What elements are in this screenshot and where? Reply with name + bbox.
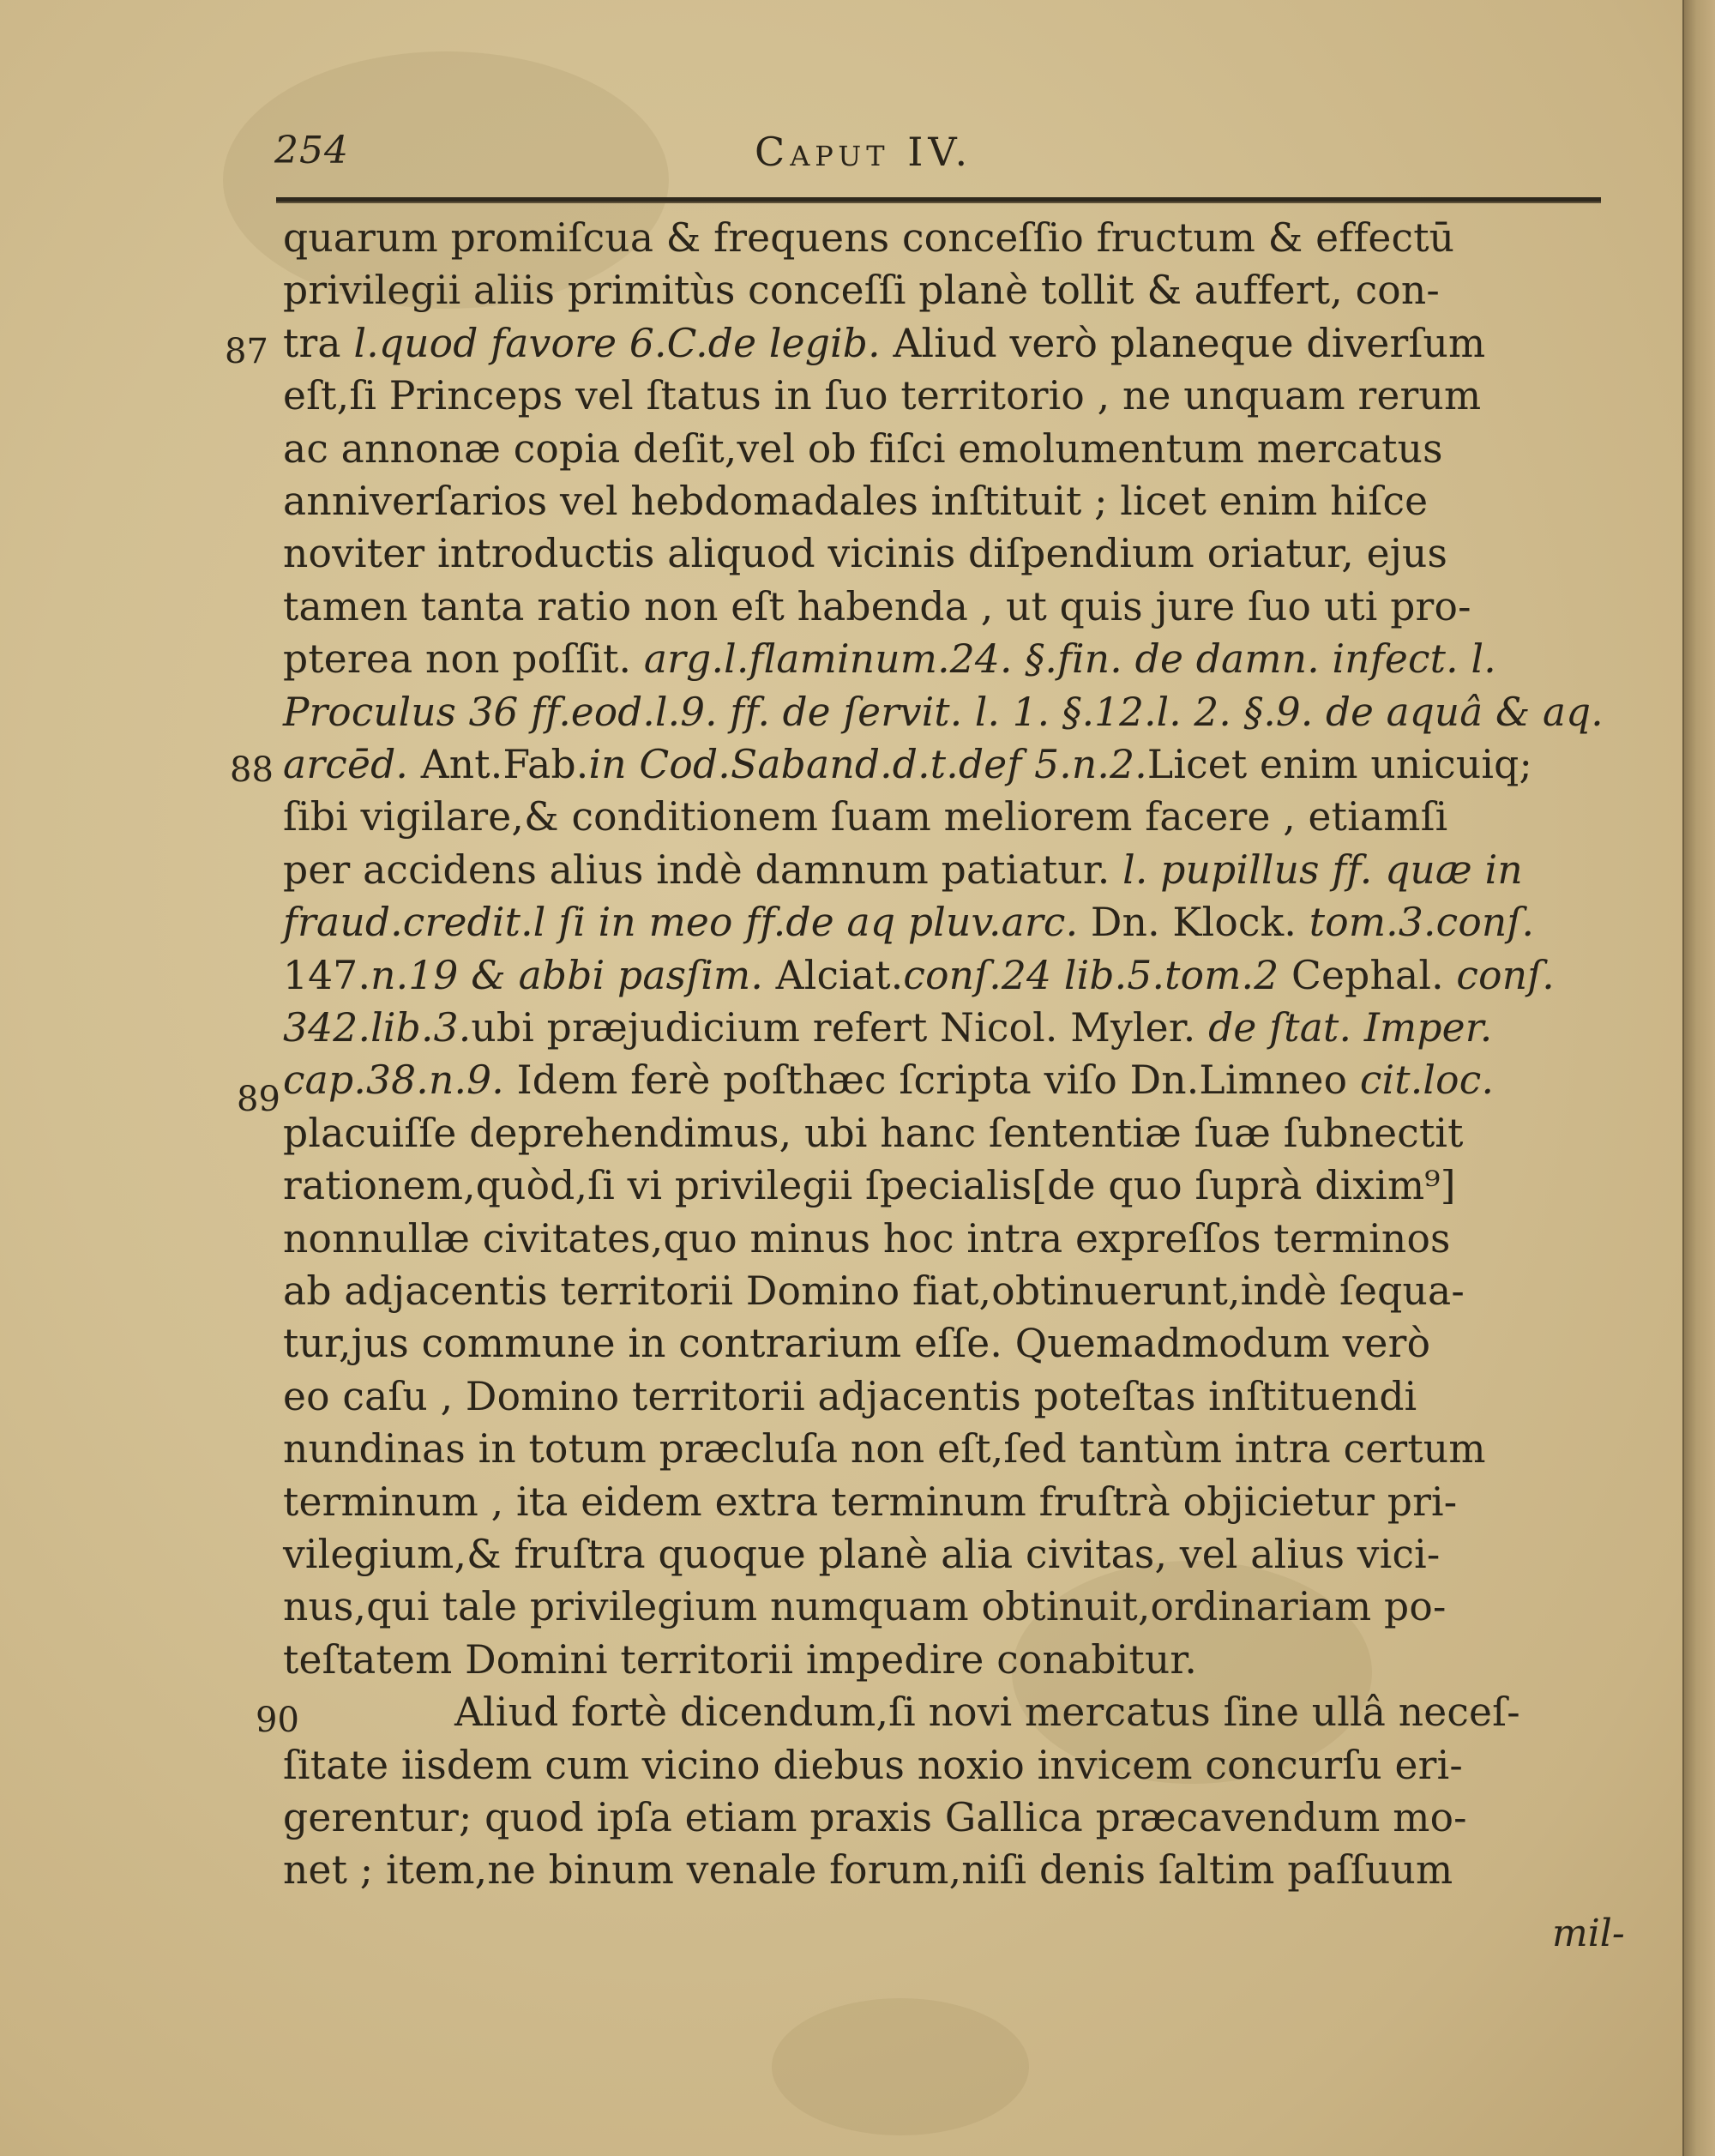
citation-text: conſ. bbox=[1456, 952, 1555, 998]
line-text: ubi præjudicium refert Nicol. Myler. bbox=[471, 1005, 1209, 1051]
line-text: ab adjacentis territorii Domino fiat,obtinuerunt,indè ſequa- bbox=[283, 1268, 1465, 1314]
text-line bbox=[283, 897, 1534, 949]
line-text: ſibi vigilare,& conditionem ſuam meliorem facere , etiamſi bbox=[283, 794, 1448, 840]
line-text: tra bbox=[283, 320, 354, 366]
line-text: Aliud verò planeque diverſum bbox=[880, 320, 1486, 366]
text-line bbox=[283, 1477, 1457, 1528]
line-text: tur,jus commune in contrarium eſſe. Quemadmodum verò bbox=[283, 1321, 1431, 1367]
citation-text: cit.loc. bbox=[1359, 1057, 1495, 1104]
line-text: eſt,ſi Princeps vel ſtatus in ſuo territorio , ne unquam rerum bbox=[283, 373, 1482, 419]
line-text: 147. bbox=[283, 952, 371, 998]
line-text: nundinas in totum præcluſa non eſt,ſed tantùm intra certum bbox=[283, 1426, 1486, 1472]
text-line bbox=[283, 581, 1471, 633]
text-line bbox=[283, 1371, 1417, 1423]
line-text: Aliud fortè dicendum,ſi novi mercatus ſine ullâ neceſ- bbox=[454, 1689, 1520, 1736]
text-line bbox=[283, 370, 1481, 422]
text-line bbox=[283, 318, 1485, 370]
text-line bbox=[283, 1108, 1464, 1159]
running-head: Caput IV. bbox=[755, 129, 973, 175]
citation-text: Proculus 36 ff.eod.l.9. ff. de ſervit. l. 1. §.12.l. 2. §.9. de aquâ & aq. bbox=[283, 689, 1604, 735]
text-line bbox=[283, 1055, 1494, 1106]
line-text: teſtatem Domini territorii impedire conabitur. bbox=[283, 1636, 1197, 1683]
text-line bbox=[283, 687, 1604, 738]
citation-text: l.quod favore 6.C.de legib. bbox=[353, 320, 881, 366]
citation-text: in Cod.Saband.d.t.def 5.n.2. bbox=[588, 742, 1147, 787]
margin-number: 88 bbox=[230, 750, 274, 790]
citation-text: fraud.credit.l ſi in meo ff.de aq pluv.arc. bbox=[283, 900, 1079, 946]
citation-text: arg.l.flaminum.24. §.fin. de damn. infect. l. bbox=[643, 636, 1496, 683]
citation-text: n.19 & abbi pasſim. bbox=[370, 952, 763, 998]
next-page-edge bbox=[1682, 0, 1715, 2156]
line-text: net ; item,ne binum venale forum,niſi denis ſaltim paſſuum bbox=[283, 1847, 1453, 1894]
text-line bbox=[283, 1424, 1486, 1475]
line-text: Idem ferè poſthæc ſcripta viſo Dn.Limneo bbox=[503, 1057, 1360, 1104]
text-line bbox=[283, 476, 1428, 527]
line-text: quarum promiſcua & frequens conceſſio fructum & effectū bbox=[283, 215, 1455, 261]
text-line bbox=[283, 1266, 1465, 1317]
text-line bbox=[283, 1160, 1456, 1212]
page-header bbox=[274, 129, 1595, 180]
text-line bbox=[283, 1318, 1430, 1370]
line-text: Dn. Klock. bbox=[1078, 900, 1309, 946]
line-text: noviter introductis aliquod vicinis diſpendium oriatur, ejus bbox=[283, 531, 1448, 577]
text-line bbox=[454, 1687, 1520, 1738]
citation-text: conſ.24 lib.5.tom.2 bbox=[903, 952, 1279, 998]
line-text: placuiſſe deprehendimus, ubi hanc ſententiæ ſuæ ſubnectit bbox=[283, 1110, 1464, 1156]
text-line bbox=[283, 634, 1496, 685]
margin-number: 89 bbox=[237, 1080, 280, 1119]
text-line bbox=[283, 1635, 1197, 1686]
margin-number: 90 bbox=[256, 1701, 299, 1740]
citation-text: 342.lib.3. bbox=[283, 1005, 472, 1051]
text-line bbox=[283, 528, 1447, 580]
margin-number: 87 bbox=[225, 332, 268, 371]
line-text: ac annonæ copia deſit,vel ob fiſci emolumentum mercatus bbox=[283, 425, 1443, 472]
catchword: mil- bbox=[1552, 1912, 1625, 1955]
citation-text: arcēd. bbox=[283, 742, 409, 787]
line-text: eo caſu , Domino territorii adjacentis poteſtas inſtituendi bbox=[283, 1373, 1417, 1419]
text-line bbox=[283, 950, 1555, 1002]
line-text: Cephal. bbox=[1279, 952, 1457, 998]
line-text: privilegii aliis primitùs conceſſi planè tollit & auffert, con- bbox=[283, 268, 1440, 314]
page-stain bbox=[772, 1998, 1029, 2135]
text-line bbox=[283, 1581, 1447, 1633]
line-text: pterea non poſſit. bbox=[283, 636, 644, 683]
text-line bbox=[283, 1003, 1492, 1054]
line-text: rationem,quòd,ſi vi privilegii ſpecialis[de quo ſuprà dixim⁹] bbox=[283, 1163, 1456, 1209]
line-text: Licet enim unicuiq; bbox=[1146, 742, 1532, 787]
header-rule bbox=[276, 197, 1601, 203]
text-line bbox=[283, 792, 1447, 843]
line-text: tamen tanta ratio non eſt habenda , ut quis jure ſuo uti pro- bbox=[283, 583, 1471, 629]
text-line bbox=[283, 1792, 1467, 1844]
text-line bbox=[283, 1529, 1440, 1581]
page-number: 254 bbox=[274, 129, 349, 172]
line-text: anniverſarios vel hebdomadales inſtituit ; licet enim hiſce bbox=[283, 479, 1429, 524]
citation-text: de ſtat. Imper. bbox=[1208, 1005, 1493, 1051]
text-line bbox=[283, 845, 1523, 896]
text-line bbox=[283, 265, 1440, 316]
line-text: vilegium,& fruſtra quoque planè alia civitas, vel alius vici- bbox=[283, 1532, 1441, 1577]
text-line bbox=[283, 739, 1532, 791]
text-line bbox=[283, 1214, 1451, 1265]
line-text: Alciat. bbox=[763, 952, 904, 998]
text-line bbox=[283, 1845, 1453, 1896]
line-text: per accidens alius indè damnum patiatur. bbox=[283, 846, 1123, 893]
line-text: Ant.Fab. bbox=[408, 742, 589, 787]
line-text: terminum , ita eidem extra terminum fruſtrà objicietur pri- bbox=[283, 1478, 1458, 1525]
text-line bbox=[283, 1740, 1463, 1792]
line-text: ſitate iisdem cum vicino diebus noxio invicem concurſu eri- bbox=[283, 1742, 1463, 1788]
line-text: gerentur; quod ipſa etiam praxis Gallica præcavendum mo- bbox=[283, 1795, 1467, 1840]
line-text: nus,qui tale privilegium numquam obtinuit,ordinariam po- bbox=[283, 1584, 1447, 1630]
citation-text: l. pupillus ff. quæ in bbox=[1122, 846, 1523, 893]
line-text: nonnullæ civitates,quo minus hoc intra expreſſos terminos bbox=[283, 1215, 1451, 1262]
text-line bbox=[283, 213, 1454, 264]
text-line bbox=[283, 424, 1443, 475]
citation-text: cap.38.n.9. bbox=[283, 1057, 504, 1104]
citation-text: tom.3.conſ. bbox=[1309, 900, 1535, 946]
